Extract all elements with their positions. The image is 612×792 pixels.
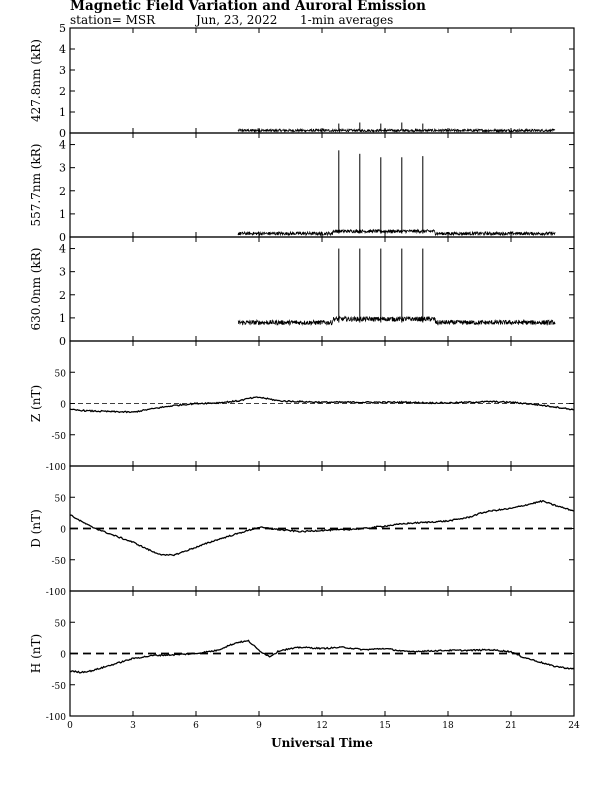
x-tick-label: 21: [505, 721, 517, 731]
y-tick-label: 4: [59, 138, 66, 152]
x-tick-label: 12: [316, 721, 328, 731]
panel-frame: [70, 133, 574, 237]
panel-557-7nm: [29, 133, 574, 244]
y-tick-label: 4: [59, 242, 66, 256]
y-tick-label: -100: [45, 588, 66, 598]
station-label: station= MSR: [70, 13, 156, 27]
y-tick-label: 0: [59, 335, 66, 348]
x-tick-label: 0: [67, 721, 73, 731]
x-tick-label: 18: [442, 721, 454, 731]
y-tick-label: 50: [54, 619, 66, 630]
emission-baseline: [238, 317, 555, 325]
y-axis-label: 557.7nm (kR): [29, 143, 43, 227]
y-tick-label: -50: [51, 681, 66, 692]
y-axis-label: D (nT): [29, 509, 43, 548]
y-axis-label: H (nT): [29, 633, 43, 674]
y-tick-label: -100: [45, 713, 66, 723]
x-axis-label: Universal Time: [271, 736, 373, 750]
x-tick-label: 3: [130, 721, 136, 731]
x-tick-label: 15: [379, 721, 391, 731]
y-tick-label: 0: [60, 650, 66, 661]
y-tick-label: 3: [59, 64, 66, 77]
emission-baseline: [238, 230, 555, 236]
y-tick-label: 50: [54, 369, 66, 380]
panel-d-component: [29, 466, 574, 598]
y-tick-label: 0: [60, 525, 66, 536]
y-tick-label: -50: [51, 431, 66, 442]
emission-baseline: [238, 129, 555, 132]
y-tick-label: 2: [59, 85, 66, 98]
x-tick-label: 6: [193, 721, 199, 731]
y-tick-label: 1: [59, 311, 66, 325]
field-trace: [70, 640, 574, 672]
panel-z-component: [29, 341, 574, 473]
y-tick-label: 3: [59, 161, 66, 175]
y-tick-label: 0: [60, 400, 66, 411]
panel-427-8nm: [29, 22, 574, 140]
y-tick-label: 3: [59, 265, 66, 279]
panel-h-component: [29, 591, 580, 750]
field-trace: [70, 397, 574, 413]
date-label: Jun, 23, 2022: [196, 13, 278, 27]
y-tick-label: 4: [59, 43, 66, 56]
figure-title: Magnetic Field Variation and Auroral Emission: [70, 0, 426, 14]
y-tick-label: 1: [59, 207, 66, 221]
y-axis-label: Z (nT): [29, 384, 43, 423]
y-axis-label: 630.0nm (kR): [29, 247, 43, 331]
y-tick-label: 1: [59, 106, 66, 119]
y-axis-label: 427.8nm (kR): [29, 39, 43, 122]
panel-frame: [70, 237, 574, 341]
y-tick-label: -50: [51, 556, 66, 567]
panel-630-0nm: [29, 237, 574, 348]
panel-frame: [70, 28, 574, 133]
y-tick-label: -100: [45, 463, 66, 473]
x-tick-label: 24: [568, 721, 580, 731]
y-tick-label: 0: [59, 127, 66, 140]
y-tick-label: 2: [59, 184, 66, 198]
y-tick-label: 0: [59, 231, 66, 244]
averaging-label: 1-min averages: [300, 13, 394, 27]
y-tick-label: 5: [59, 22, 66, 35]
y-tick-label: 50: [54, 494, 66, 505]
y-tick-label: 2: [59, 288, 66, 302]
x-tick-label: 9: [256, 721, 262, 731]
